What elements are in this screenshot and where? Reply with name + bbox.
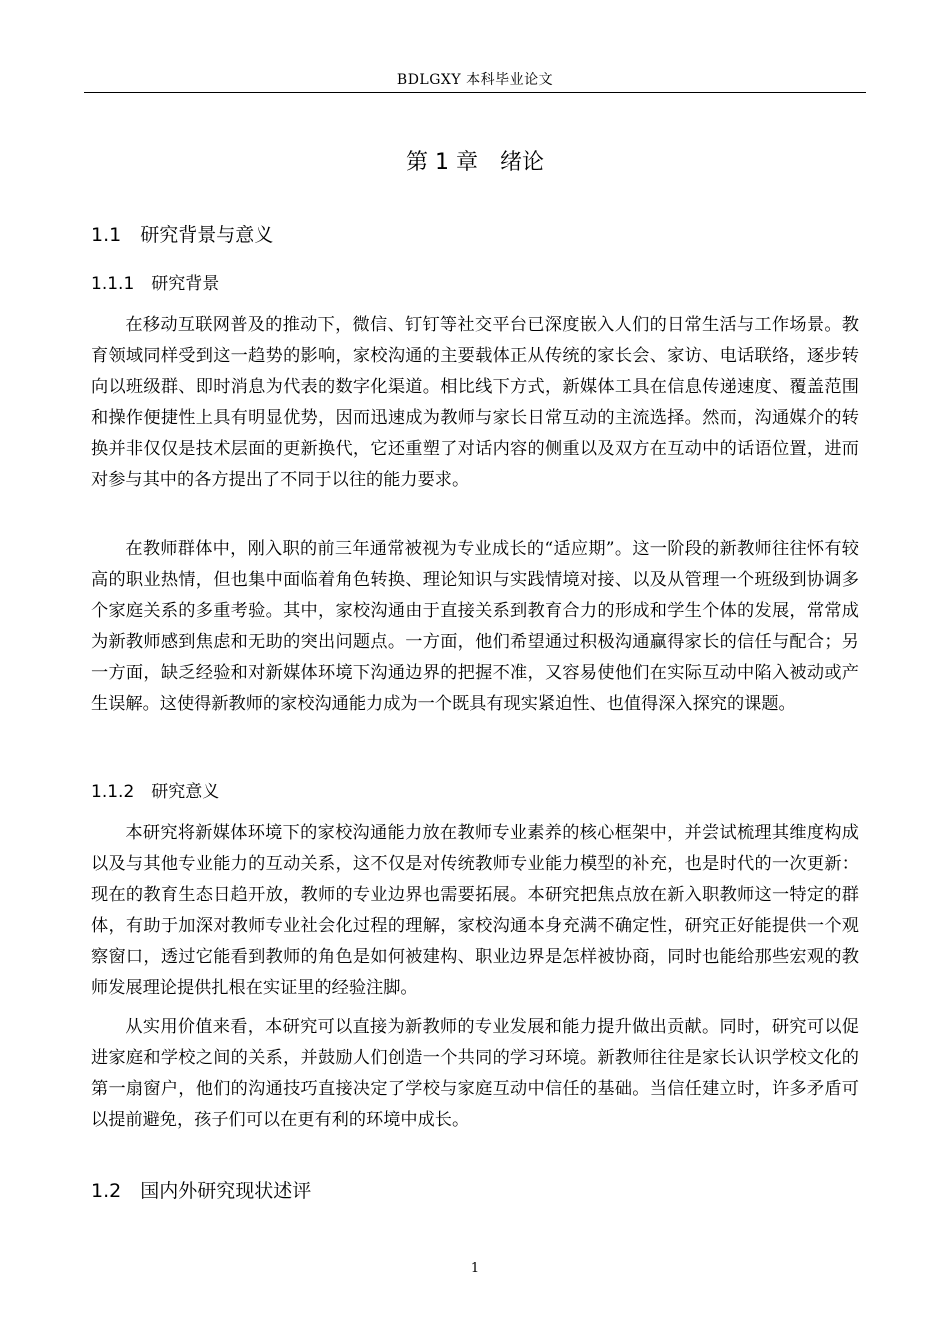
section-heading-1-1: 1.1 研究背景与意义	[91, 224, 274, 246]
paragraph-background-1: 在移动互联网普及的推动下，微信、钉钉等社交平台已深度嵌入人们的日常生活与工作场景。教育领域同样受到这一趋势的影响，家校沟通的主要载体正从传统的家长会、家访、电话联络，逐步转向以班级群、即时消息为代表的数字化渠道。相比线下方式，新媒体工具在信息传递速度、覆盖范围和操作便捷性上具有明显优势，因而迅速成为教师与家长日常互动的主流选择。然而，沟通媒介的转换并非仅仅是技术层面的更新换代，它还重塑了对话内容的侧重以及双方在互动中的话语位置，进而对参与其中的各方提出了不同于以往的能力要求。	[91, 315, 859, 490]
paragraph-background-2: 在教师群体中，刚入职的前三年通常被视为专业成长的“适应期”。这一阶段的新教师往往怀有较高的职业热情，但也集中面临着角色转换、理论知识与实践情境对接、以及从管理一个班级到协调多个家庭关系的多重考验。其中，家校沟通由于直接关系到教育合力的形成和学生个体的发展，常常成为新教师感到焦虑和无助的突出问题点。一方面，他们希望通过积极沟通赢得家长的信任与配合；另一方面，缺乏经验和对新媒体环境下沟通边界的把握不准，又容易使他们在实际互动中陷入被动或产生误解。这使得新教师的家校沟通能力成为一个既具有现实紧迫性、也值得深入探究的课题。	[91, 539, 859, 714]
paragraph-significance-2: 从实用价值来看，本研究可以直接为新教师的专业发展和能力提升做出贡献。同时，研究可以促进家庭和学校之间的关系，并鼓励人们创造一个共同的学习环境。新教师往往是家长认识学校文化的第一扇窗户，他们的沟通技巧直接决定了学校与家庭互动中信任的基础。当信任建立时，许多矛盾可以提前避免，孩子们可以在更有利的环境中成长。	[91, 1017, 859, 1130]
header-divider	[84, 92, 866, 93]
page-number: 1	[470, 1261, 480, 1276]
paragraph-significance-1: 本研究将新媒体环境下的家校沟通能力放在教师专业素养的核心框架中，并尝试梳理其维度构成以及与其他专业能力的互动关系，这不仅是对传统教师专业能力模型的补充，也是时代的一次更新：现在的教育生态日趋开放，教师的专业边界也需要拓展。本研究把焦点放在新入职教师这一特定的群体，有助于加深对教师专业社会化过程的理解，家校沟通本身充满不确定性，研究正好能提供一个观察窗口，透过它能看到教师的角色是如何被建构、职业边界是怎样被协商，同时也能给那些宏观的教师发展理论提供扎根在实证里的经验注脚。	[91, 823, 859, 998]
running-header: BDLGXY 本科毕业论文	[396, 72, 554, 88]
subsection-heading-1-1-2: 1.1.2 研究意义	[91, 782, 220, 802]
subsection-heading-1-1-1: 1.1.1 研究背景	[91, 274, 220, 294]
section-heading-1-2: 1.2 国内外研究现状述评	[91, 1180, 312, 1202]
chapter-title: 第 1 章 绪论	[406, 150, 544, 175]
